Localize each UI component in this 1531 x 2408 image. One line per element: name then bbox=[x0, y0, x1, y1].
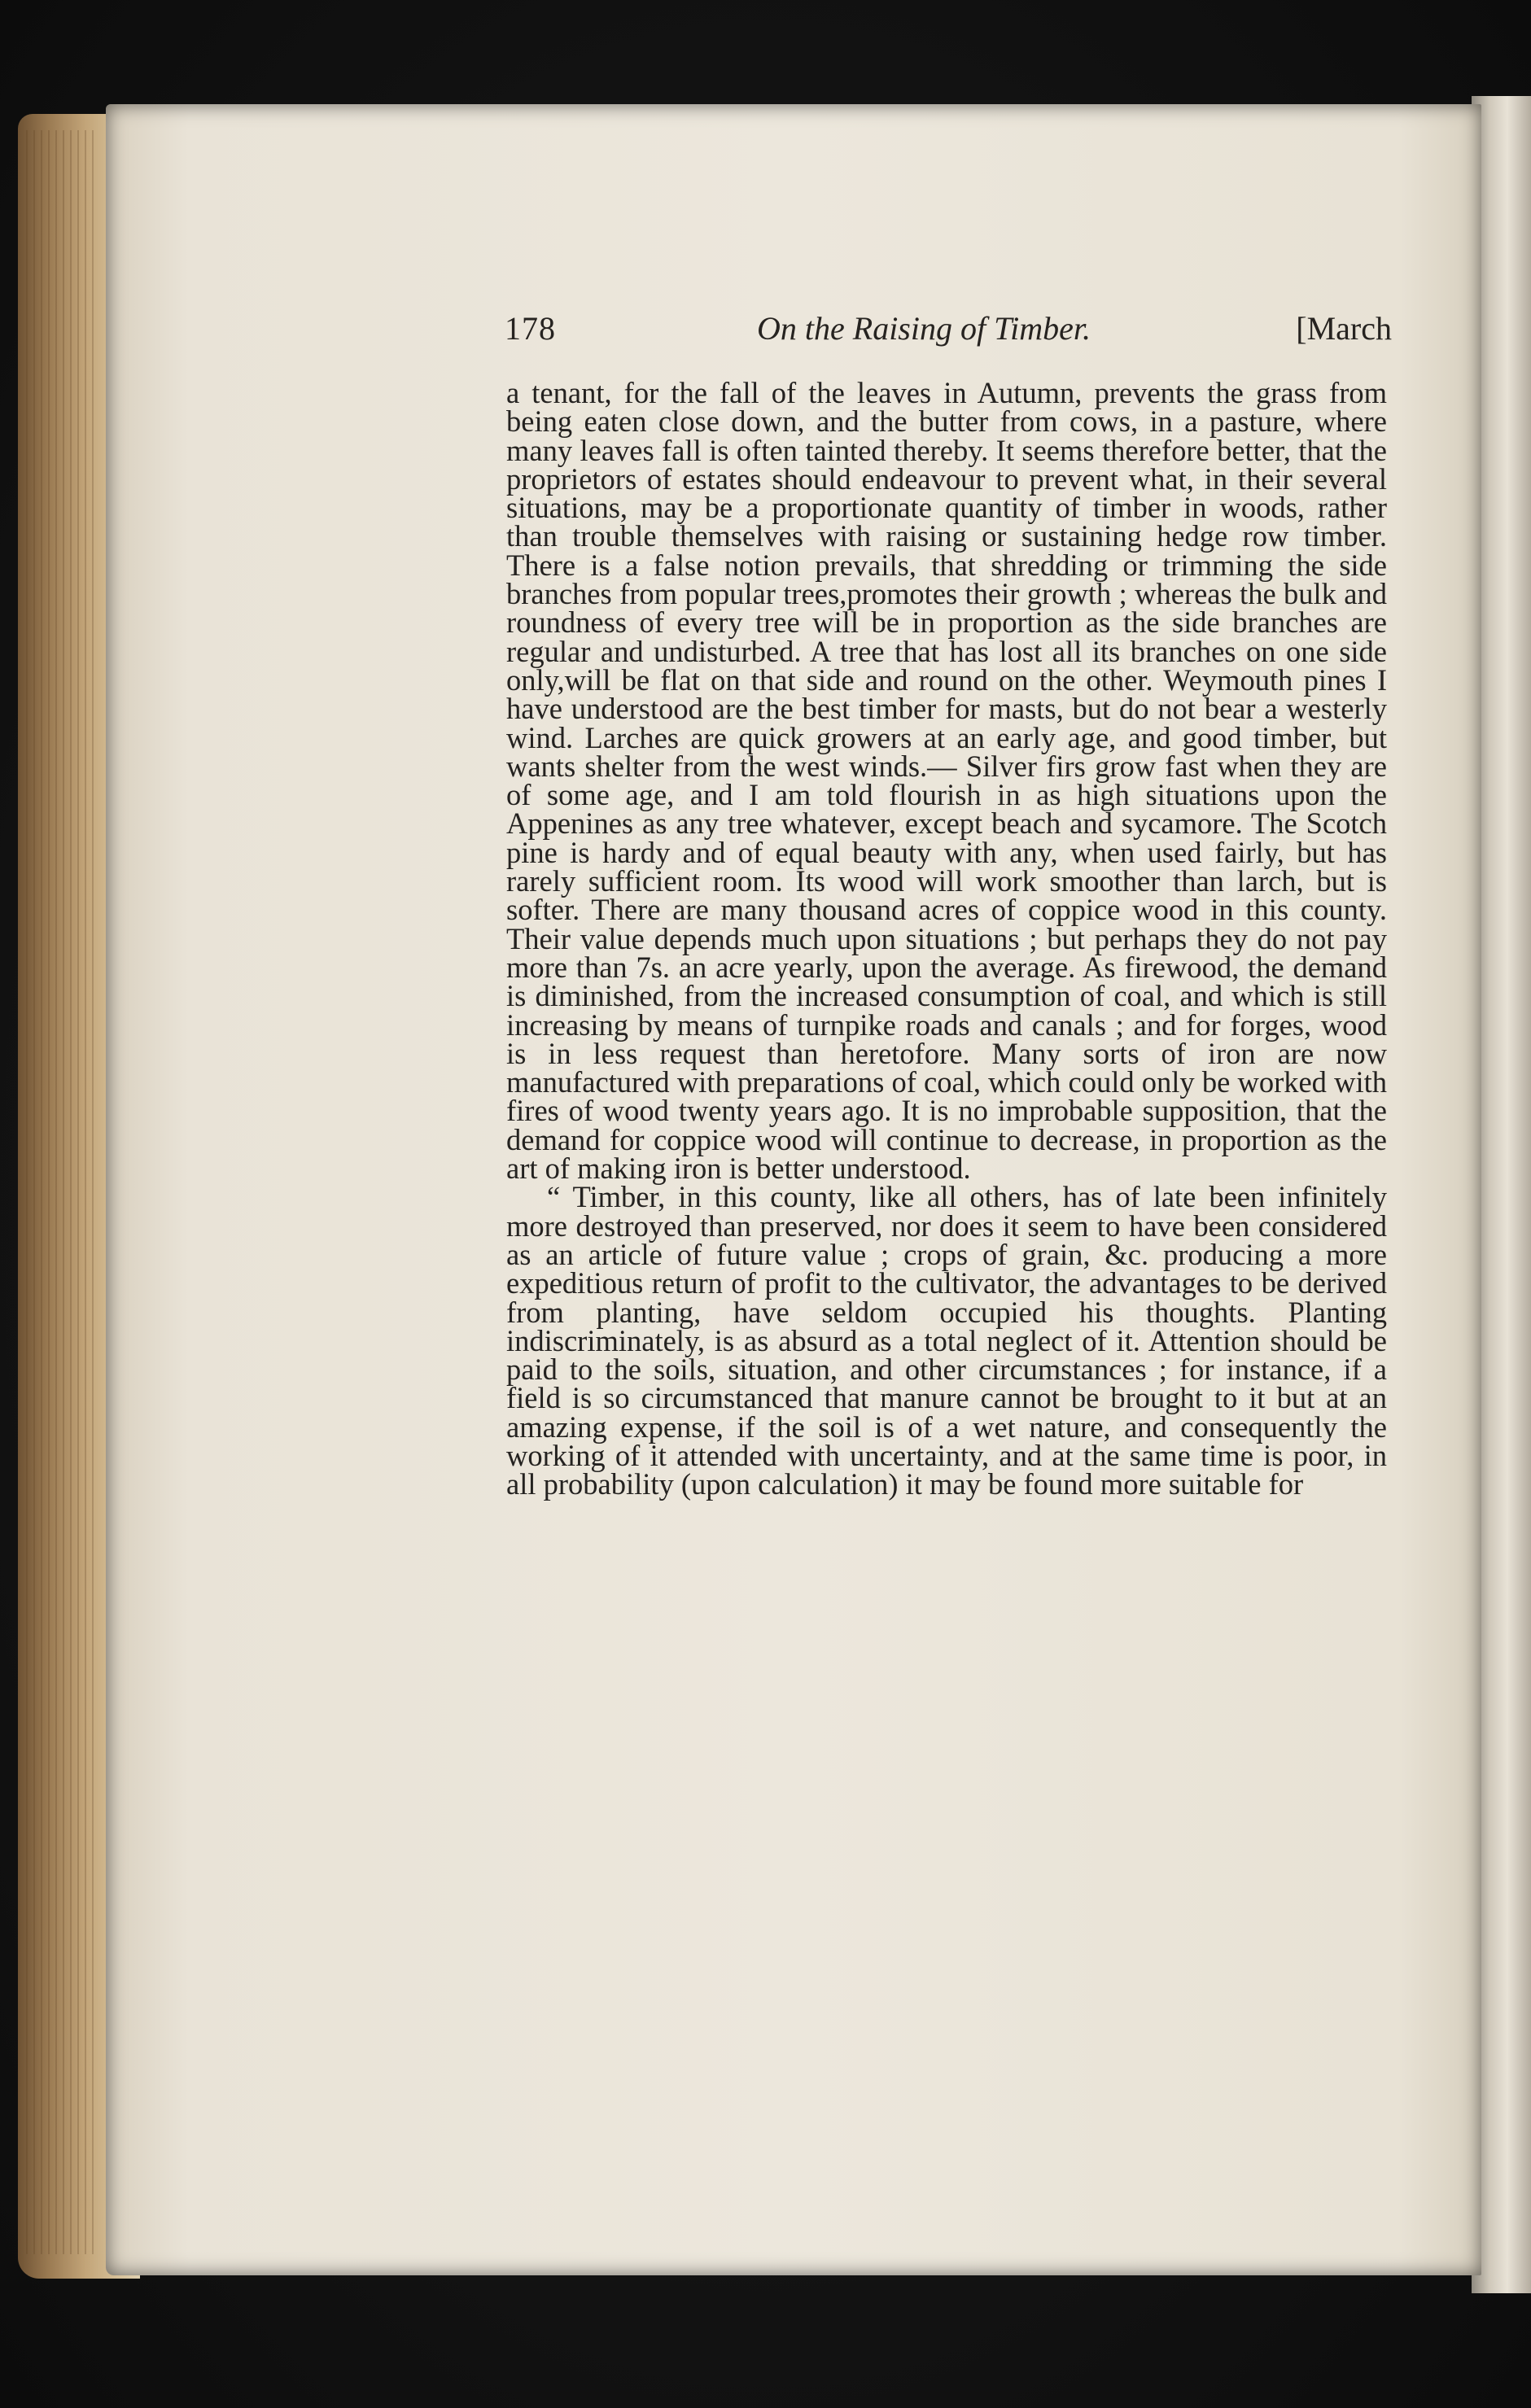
running-title: On the Raising of Timber. bbox=[757, 310, 1091, 347]
paragraph: “ Timber, in this county, like all others, has of late been infinitely more destroyed than preserved, nor does it seem to have been considered as an article of future value ; crops of grain, &c. producing a more expeditious return of profit to the cultivator, the advantages to be derived from planting, have seldom occupied his thoughts. Planting indiscriminately, is as absurd as a total neglect of it. Attention should be paid to the soils, situation, and other circumstances ; for instance, if a field is so circumstanced that manure cannot be brought to it but at an amazing expense, if the soil is of a wet nature, and consequently the working of it attended with uncertainty, and at the same time is poor, in all probability (upon calculation) it may be found more suitable for bbox=[506, 1180, 1387, 1501]
paragraph: a tenant, for the fall of the leaves in Autumn, prevents the grass from being eaten close down, and the butter from cows, in a pasture, where many leaves fall is often tainted thereby. It seems therefore better, that the proprietors of estates should endeavour to prevent what, in their several situations, may be a proportionate quantity of timber in woods, rather than trouble themselves with raising or sustaining hedge row timber. There is a false notion prevails, that shredding or trimming the side branches from popular trees,promotes their growth ; whereas the bulk and roundness of every tree will be in proportion as the side branches are regular and undisturbed. A tree that has lost all its branches on one side only,will be flat on that side and round on the other. Weymouth pines I have understood are the best timber for masts, but do not bear a westerly wind. Larches are quick growers at an early age, and good timber, but wants shelter from the west winds.— Silver firs grow fast when they are of some age, and I am told flourish in as high situations upon the Appenines as any tree whatever, except beach and sycamore. The Scotch pine is hardy and of equal beauty with any, when used fairly, but has rarely sufficient room. Its wood will work smoother than larch, but is softer. There are many thousand acres of coppice wood in this county. Their value depends much upon situations ; but perhaps they do not pay more than 7s. an acre yearly, upon the average. As firewood, the demand is diminished, from the increased consumption of coal, and which is still increasing by means of turnpike roads and canals ; and for forges, wood is in less request than heretofore. Many sorts of iron are now manufactured with preparations of coal, which could only be worked with fires of wood twenty years ago. It is no improbable supposition, that the demand for coppice wood will continue to decrease, in proportion as the art of making iron is better understood. bbox=[506, 376, 1387, 1186]
running-header bbox=[505, 309, 1392, 358]
page-number: 178 bbox=[505, 310, 556, 347]
body-text bbox=[506, 378, 1387, 1499]
header-month: [March bbox=[1296, 310, 1392, 347]
